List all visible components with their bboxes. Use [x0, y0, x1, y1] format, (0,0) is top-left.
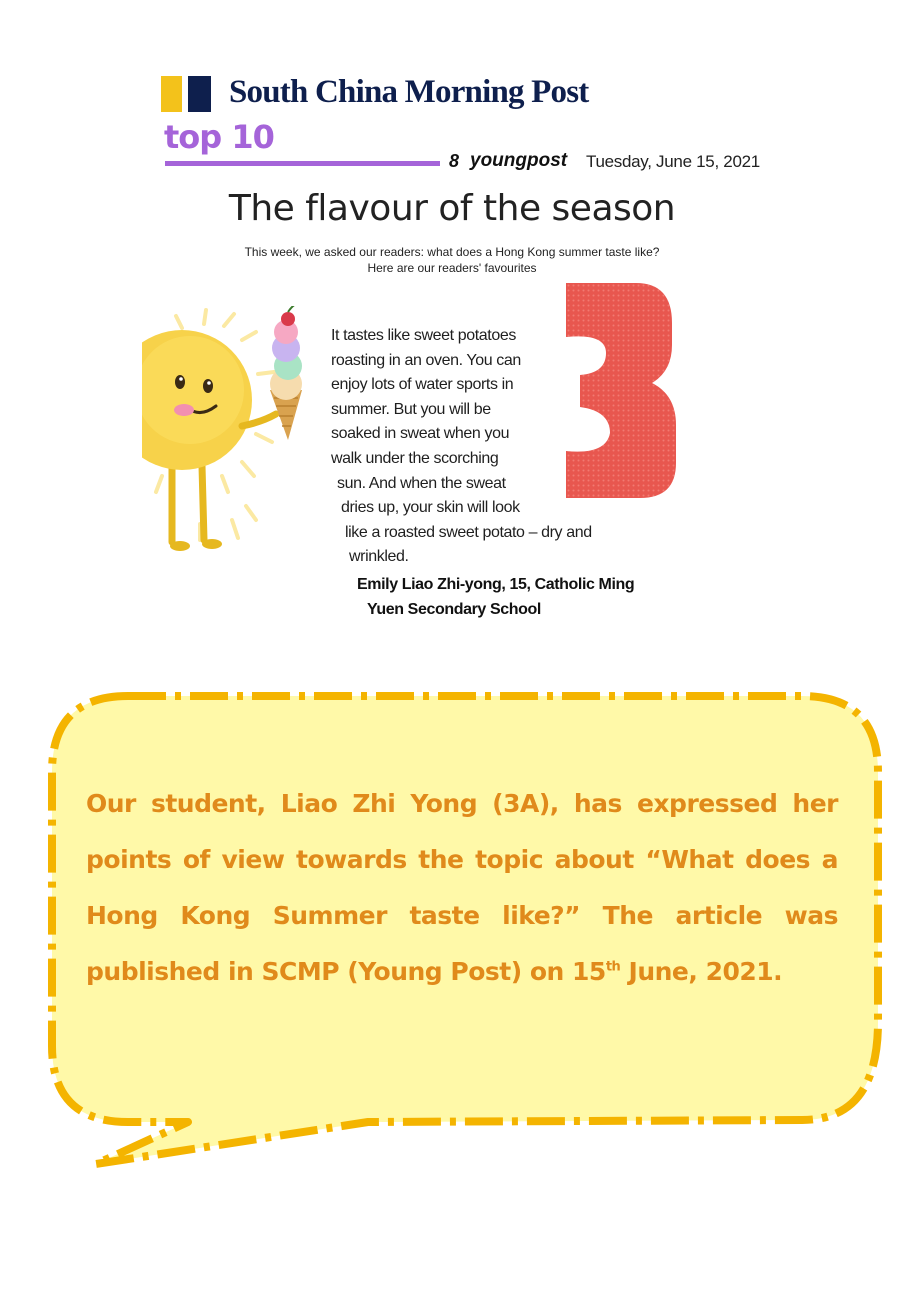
letter-line: wrinkled. [349, 548, 409, 566]
letter-line: It tastes like sweet potatoes [331, 327, 516, 344]
note-text-end: June, 2021. [620, 957, 783, 986]
page-number: 8 [449, 151, 460, 171]
letter-line: enjoy lots of water sports in [331, 376, 514, 394]
letter-line: roasting in an oven. You can [331, 351, 521, 369]
letter-line: summer. But you will be [331, 400, 491, 418]
article-intro [0, 244, 904, 276]
byline-line: Emily Liao Zhi-yong, 15, Catholic Ming [357, 576, 635, 593]
section-rule [165, 161, 440, 166]
school-note [86, 776, 838, 1000]
top10-badge: top 10 [164, 118, 274, 156]
letter-line: soaked in sweat when you [331, 425, 510, 443]
note-text: Our student, Liao Zhi Yong (3A), has expressed her points of view towards the topic about “What does a Hong Kong Summer taste like?” The article was published in SCMP (Young Post) on 15 [86, 789, 838, 986]
letter-line: sun. And when the sweat [337, 474, 506, 492]
letter-line: dries up, your skin will look [341, 499, 520, 517]
scmp-logo-mark [161, 76, 211, 112]
byline-line: Yuen Secondary School [367, 601, 541, 618]
publication-date: Tuesday, June 15, 2021 [586, 152, 760, 171]
intro-line: This week, we asked our readers: what does a Hong Kong summer taste like? [244, 245, 660, 259]
sun-ice-cream-illustration [142, 306, 322, 566]
reader-letter [331, 324, 651, 570]
intro-line: Here are our readers' favourites [367, 261, 537, 275]
date-ordinal: th [605, 959, 621, 975]
letter-line: walk under the scorching [331, 449, 499, 467]
article-headline: The flavour of the season [228, 188, 676, 229]
letter-line: like a roasted sweet potato – dry and [345, 523, 592, 541]
section-name: youngpost [470, 150, 568, 171]
masthead-title: South China Morning Post [229, 74, 589, 110]
article-byline [357, 572, 634, 622]
